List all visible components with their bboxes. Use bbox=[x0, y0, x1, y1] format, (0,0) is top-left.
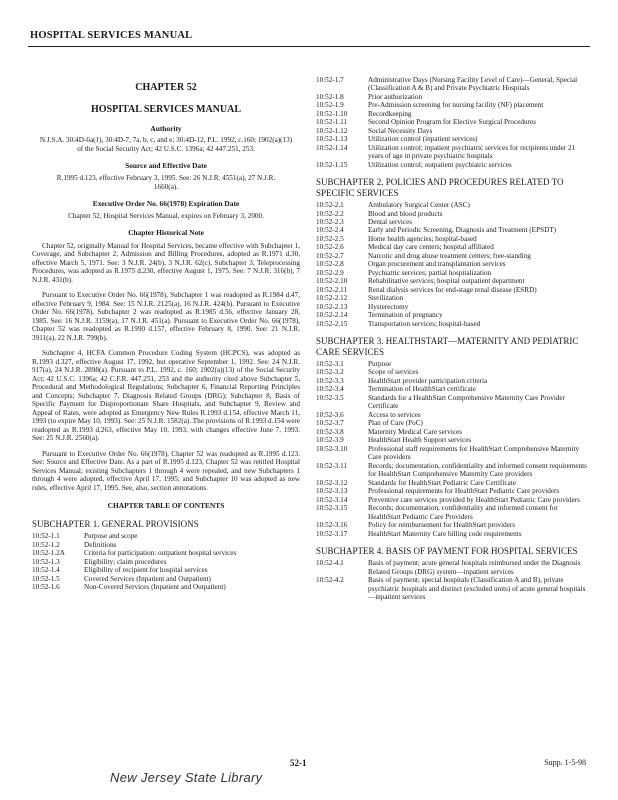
toc-entry bbox=[316, 479, 592, 487]
historical-note-paragraph: Pursuant to Executive Order No. 66(1978), Subchapter 1 was readopted as R.1984 d.47, effective February 9, 1984. See: 15 N.J.R. 2125(a), 16 N.J.R. 424(b). Pursuant to Executive Order No. 66(1978), Subchapter 2 was readopted as R.1985 d.56, effective January 28, 1985. See: 16 N.J.R. 3159(a), 17 N.J.R. 451(a). Pursuant to Executive Order No. 66(1978), Chapter 52 was readopted as R.1990 d.157, effective February 8, 1990. See: 21 N.J.R. 3911(a), 22 N.J.R. 799(b). bbox=[32, 291, 300, 342]
toc-section-title: Rehabilitative services; hospital outpatient department bbox=[368, 277, 525, 286]
toc-entry bbox=[316, 462, 592, 479]
toc-entry bbox=[316, 436, 592, 444]
toc-entry bbox=[32, 566, 300, 574]
toc-entry bbox=[316, 445, 592, 462]
subchapter-4-list bbox=[316, 559, 592, 601]
toc-entry bbox=[316, 521, 592, 529]
toc-section-number: 10:52-1.2 bbox=[32, 540, 60, 549]
historical-note-heading: Chapter Historical Note bbox=[128, 228, 204, 238]
toc-section-number: 10:52-3.6 bbox=[316, 410, 344, 419]
toc-heading: CHAPTER TABLE OF CONTENTS bbox=[107, 501, 225, 511]
toc-section-title: Professional staff requirements for HealthStart Comprehensive Maternity Care providers bbox=[368, 444, 580, 462]
toc-entry bbox=[316, 286, 592, 294]
toc-section-number: 10:52-3.4 bbox=[316, 385, 344, 394]
toc-section-title: Administrative Days (Nursing Facility Level of Care)—General, Special (Classification A & B) and Private Psychiatric Hospitals bbox=[368, 76, 578, 93]
toc-section-title: Second Opinion Program for Elective Surgical Procedures bbox=[368, 118, 536, 127]
toc-section-number: 10:52-1.13 bbox=[316, 135, 348, 144]
toc-section-title: Basis of payment; special hospitals (Classification A and B), private psychiatric hospitals and distinct (excluded units) of acute general hospitals—inpatient services bbox=[368, 576, 586, 602]
toc-section-number: 10:52-3.2 bbox=[316, 368, 344, 377]
toc-section-title: Purpose and scope bbox=[84, 532, 138, 541]
toc-section-number: 10:52-2.1 bbox=[316, 201, 344, 210]
toc-entry bbox=[316, 118, 592, 126]
toc-entry bbox=[316, 311, 592, 319]
toc-entry bbox=[316, 411, 592, 419]
toc-section-number: 10:52-1.15 bbox=[316, 160, 348, 169]
toc-section-number: 10:52-3.14 bbox=[316, 495, 348, 504]
toc-section-title: HealthStart Maternity Care billing code requirements bbox=[368, 529, 522, 538]
historical-note-paragraph: Chapter 52, originally Manual for Hospital Services, became effective with Subchapter 1, Coverage, and Subchapter 2, Admission and Billing Procedures, adopted as R.1971 d.30, effective March 5, 1971. See: 3 N.J.R. 24(b), 3 N.J.R. 62(c). Subchapter 3, Teleprocessing Procedures, was adopted as R.1975 d.230, effective August 1, 1975. See: 7 N.J.R. 316(b), 7 N.J.R. 431(b). bbox=[32, 241, 300, 284]
running-header: HOSPITAL SERVICES MANUAL bbox=[30, 30, 193, 41]
historical-note-paragraph: Subchapter 4, HCFA Common Procedure Coding System (HCPCS), was adopted as R.1993 d.327, effective August 17, 1992, but operative September 1, 1992. See: 24 N.J.R. 917(a), 24 N.J.R. 2898(a). Pursuant to P.L. 1992, c. 160; 1902(a)(13) of the Social Security Act; 42 U.S.C. 1396a; 42 C.F.R. 447.251, 253 and the authority cited above Subchapter 5, Procedural and Methodological Regulations; Subchapter 6, Financial Reporting Principles and Concepts; Subchapter 7, Diagnosis Related Groups (DRG); Subchapter 8, Basis of Specific Payment for Disproportionate Share Hospitals, and Subchapter 9, Review and Appeal of Rates, were adopted as Emergency New Rules R.1993 d.154, effective March 11, 1993 (to expire May 10, 1993). See: 25 N.J.R. 1582(a). The provisions of R.1993 d.154 were readopted as R.1993 d.263, effective May 10, 1993, with changes effective June 7, 1993. See: 25 N.J.R. 2560(a). bbox=[32, 349, 300, 443]
toc-section-title: Utilization control; outpatient psychiatric services bbox=[368, 160, 512, 169]
toc-section-number: 10:52-2.7 bbox=[316, 251, 344, 260]
toc-section-number: 10:52-1.11 bbox=[316, 118, 348, 127]
toc-section-number: 10:52-2.9 bbox=[316, 268, 344, 277]
toc-section-number: 10:52-3.9 bbox=[316, 436, 344, 445]
toc-section-title: Ambulatory Surgical Center (ASC) bbox=[368, 201, 470, 210]
toc-section-number: 10:52-3.11 bbox=[316, 461, 348, 470]
toc-entry bbox=[32, 575, 300, 583]
toc-section-title: Medical day care centers; hospital affiliated bbox=[368, 243, 494, 252]
right-column bbox=[316, 76, 592, 602]
toc-entry bbox=[316, 394, 592, 411]
toc-section-number: 10:52-1.2A bbox=[32, 549, 65, 558]
toc-section-number: 10:52-1.7 bbox=[316, 76, 344, 84]
toc-section-number: 10:52-1.1 bbox=[32, 532, 60, 541]
historical-note-paragraph: Pursuant to Executive Order No. 66(1978), Chapter 52 was readopted as R.1995 d.123. See: Source and Effective Date. As a part of R.1995 d.123, Chapter 52 was retitled Hospital Services Manual; existing Subchapters 1 through 4 were repealed, and new Subchapters 1 through 4 were adopted, effective April 17, 1995; and Subchapter 10 was adopted as new rules, effective April 17, 1995. See, also, section annotations. bbox=[32, 449, 300, 492]
toc-section-title: Non-Covered Services (Inpatient and Outpatient) bbox=[84, 583, 226, 592]
toc-section-number: 10:52-2.12 bbox=[316, 294, 348, 303]
toc-section-title: Termination of pregnancy bbox=[368, 311, 443, 320]
toc-section-title: Standards for a HealthStart Comprehensive Maternity Care Provider Certificate bbox=[368, 393, 566, 411]
toc-entry bbox=[316, 110, 592, 118]
toc-section-number: 10:52-2.14 bbox=[316, 311, 348, 320]
toc-section-number: 10:52-2.5 bbox=[316, 234, 344, 243]
toc-section-title: Hysterectomy bbox=[368, 302, 409, 311]
subchapter-2-heading: SUBCHAPTER 2. POLICIES AND PROCEDURES RELATED TO SPECIFIC SERVICES bbox=[316, 177, 564, 198]
supplement-date: Supp. 1-5-98 bbox=[544, 758, 586, 767]
toc-section-title: Utilization control (inpatient services) bbox=[368, 135, 478, 144]
toc-section-title: Criteria for participation: outpatient hospital services bbox=[84, 549, 237, 558]
toc-section-title: Pre-Admission screening for nursing facility (NF) placement bbox=[368, 101, 544, 110]
toc-entry bbox=[316, 487, 592, 495]
toc-section-number: 10:52-1.8 bbox=[316, 92, 344, 101]
toc-section-title: Definitions bbox=[84, 540, 117, 549]
authority-text: N.J.S.A. 30:4D-6a(1), 30:4D-7, 7a, b, c, and e; 30:4D-12, P.L. 1992, c.160; 1902(a)(13) of the Social Security Act; 42 U.S.C. 1396a; 42 447.251, 253. bbox=[39, 136, 293, 153]
toc-section-title: Organ procurement and transplantation services bbox=[368, 260, 506, 269]
toc-section-title: Narcotic and drug abuse treatment centers; free-standing bbox=[368, 251, 531, 260]
toc-section-number: 10:52-2.6 bbox=[316, 243, 344, 252]
subchapter-4-heading: SUBCHAPTER 4. BASIS OF PAYMENT FOR HOSPITAL SERVICES bbox=[316, 546, 578, 557]
subchapter-3-heading: SUBCHAPTER 3. HEALTHSTART—MATERNITY AND PEDIATRIC CARE SERVICES bbox=[316, 336, 579, 357]
toc-entry bbox=[316, 93, 592, 101]
authority-heading: Authority bbox=[150, 123, 182, 133]
left-column bbox=[32, 76, 300, 592]
toc-section-title: HealthStart Health Support services bbox=[368, 436, 472, 445]
toc-section-number: 10:52-2.4 bbox=[316, 226, 344, 235]
toc-section-number: 10:52-3.8 bbox=[316, 427, 344, 436]
toc-section-title: Policy for reimbursement for HealthStart providers bbox=[368, 521, 516, 530]
toc-entry bbox=[316, 144, 592, 161]
toc-entry bbox=[316, 235, 592, 243]
toc-section-number: 10:52-4.1 bbox=[316, 559, 344, 568]
toc-section-number: 10:52-4.2 bbox=[316, 576, 344, 585]
toc-section-title: Scope of services bbox=[368, 368, 419, 377]
toc-entry bbox=[316, 76, 592, 93]
toc-section-title: Home health agencies; hospital-based bbox=[368, 234, 477, 243]
toc-entry bbox=[32, 541, 300, 549]
toc-section-title: Basis of payment; acute general hospitals reimbursed under the Diagnosis Related Groups (DRG) system—inpatient services bbox=[368, 559, 581, 576]
subchapter-1-list-continued bbox=[316, 76, 592, 169]
toc-entry bbox=[316, 277, 592, 285]
toc-section-number: 10:52-1.3 bbox=[32, 557, 60, 566]
toc-section-number: 10:52-3.5 bbox=[316, 393, 344, 402]
toc-section-title: Eligibility; claim procedures bbox=[84, 557, 167, 566]
toc-section-title: Eligibility of recipient for hospital services bbox=[84, 566, 208, 575]
toc-entry bbox=[316, 419, 592, 427]
chapter-title: HOSPITAL SERVICES MANUAL bbox=[90, 103, 242, 115]
toc-section-number: 10:52-1.5 bbox=[32, 574, 60, 583]
toc-section-number: 10:52-2.2 bbox=[316, 209, 344, 218]
toc-section-number: 10:52-2.15 bbox=[316, 319, 348, 328]
toc-entry bbox=[32, 549, 300, 557]
toc-entry bbox=[316, 530, 592, 538]
toc-entry bbox=[316, 226, 592, 234]
toc-section-number: 10:52-2.13 bbox=[316, 302, 348, 311]
toc-section-title: Plan of Care (PoC) bbox=[368, 419, 423, 428]
toc-section-title: Early and Periodic Screening, Diagnosis and Treatment (EPSDT) bbox=[368, 226, 557, 235]
toc-entry bbox=[316, 210, 592, 218]
toc-entry bbox=[316, 243, 592, 251]
source-text: R.1995 d.123, effective February 3, 1995. See: 26 N.J.R. 4551(a), 27 N.J.R. 1660(a). bbox=[56, 174, 276, 191]
page-number: 52-1 bbox=[290, 758, 307, 768]
toc-entry bbox=[32, 532, 300, 540]
historical-note bbox=[32, 242, 300, 492]
library-stamp: New Jersey State Library bbox=[110, 770, 263, 785]
toc-section-title: Dental services bbox=[368, 217, 413, 226]
toc-entry bbox=[316, 294, 592, 302]
toc-entry bbox=[316, 559, 592, 576]
toc-section-number: 10:52-3.15 bbox=[316, 504, 348, 513]
toc-section-title: Psychiatric services; partial hospitalization bbox=[368, 268, 492, 277]
toc-entry bbox=[316, 320, 592, 328]
toc-section-title: Renal dialysis services for end-stage renal disease (ESRD) bbox=[368, 285, 537, 294]
toc-section-number: 10:52-3.13 bbox=[316, 487, 348, 496]
toc-section-number: 10:52-1.10 bbox=[316, 109, 348, 118]
toc-section-title: Covered Services (Inpatient and Outpatient) bbox=[84, 574, 211, 583]
toc-entry bbox=[316, 252, 592, 260]
toc-section-number: 10:52-2.10 bbox=[316, 277, 348, 286]
toc-entry bbox=[32, 583, 300, 591]
toc-section-number: 10:52-1.4 bbox=[32, 566, 60, 575]
toc-entry bbox=[316, 504, 592, 521]
toc-section-title: Access to services bbox=[368, 410, 421, 419]
toc-section-number: 10:52-3.16 bbox=[316, 521, 348, 530]
executive-order-text: Chapter 52, Hospital Services Manual, expires on February 3, 2000. bbox=[68, 211, 264, 220]
toc-section-number: 10:52-3.12 bbox=[316, 478, 348, 487]
toc-section-title: Maternity Medical Care services bbox=[368, 427, 462, 436]
toc-section-number: 10:52-3.7 bbox=[316, 419, 344, 428]
toc-section-number: 10:52-3.10 bbox=[316, 444, 348, 453]
toc-section-number: 10:52-3.1 bbox=[316, 359, 344, 368]
toc-entry bbox=[316, 360, 592, 368]
subchapter-3-list bbox=[316, 360, 592, 538]
toc-entry bbox=[316, 201, 592, 209]
toc-entry bbox=[316, 496, 592, 504]
toc-section-number: 10:52-1.12 bbox=[316, 126, 348, 135]
toc-section-number: 10:52-2.3 bbox=[316, 217, 344, 226]
toc-entry bbox=[316, 377, 592, 385]
toc-section-title: HealthStart provider participation criteria bbox=[368, 376, 488, 385]
toc-entry bbox=[316, 269, 592, 277]
toc-entry bbox=[316, 368, 592, 376]
toc-section-number: 10:52-2.8 bbox=[316, 260, 344, 269]
toc-section-number: 10:52-3.17 bbox=[316, 529, 348, 538]
toc-section-title: Termination of HealthStart certificate bbox=[368, 385, 476, 394]
toc-section-number: 10:52-2.11 bbox=[316, 285, 348, 294]
toc-entry bbox=[316, 135, 592, 143]
toc-section-title: Prior authorization bbox=[368, 92, 423, 101]
subchapter-2-list bbox=[316, 201, 592, 328]
toc-section-title: Transportation services; hospital-based bbox=[368, 319, 481, 328]
toc-section-title: Blood and blood products bbox=[368, 209, 443, 218]
toc-entry bbox=[316, 385, 592, 393]
toc-section-title: Social Necessity Days bbox=[368, 126, 433, 135]
subchapter-1-list bbox=[32, 532, 300, 591]
toc-section-title: Purpose bbox=[368, 359, 392, 368]
toc-entry bbox=[316, 576, 592, 601]
toc-entry bbox=[32, 558, 300, 566]
toc-section-title: Standards for HealthStart Pediatric Care Certificate bbox=[368, 478, 516, 487]
toc-entry bbox=[316, 218, 592, 226]
toc-section-title: Records; documentation, confidentiality and informed consent for HealthStart Pediatric Care Providers bbox=[368, 504, 558, 521]
executive-order-heading: Executive Order No. 66(1978) Expiration Date bbox=[92, 199, 240, 208]
toc-section-number: 10:52-1.9 bbox=[316, 101, 344, 110]
toc-section-title: Records; documentation, confidentiality and informed consent requirements for HealthStart Comprehensive Maternity Care providers bbox=[368, 461, 587, 479]
subchapter-1-heading: SUBCHAPTER 1. GENERAL PROVISIONS bbox=[32, 518, 199, 529]
toc-entry bbox=[316, 260, 592, 268]
header-rule bbox=[28, 46, 590, 47]
toc-entry bbox=[316, 161, 592, 169]
toc-entry bbox=[316, 428, 592, 436]
toc-entry bbox=[316, 101, 592, 109]
toc-section-number: 10:52-1.14 bbox=[316, 143, 348, 152]
toc-section-title: Utilization control; inpatient psychiatric services for recipients under 21 years of age in private psychiatric hospitals bbox=[368, 143, 576, 161]
toc-section-title: Recordkeeping bbox=[368, 109, 412, 118]
chapter-number: CHAPTER 52 bbox=[135, 82, 197, 93]
toc-section-title: Sterilization bbox=[368, 294, 404, 303]
toc-entry bbox=[316, 303, 592, 311]
toc-entry bbox=[316, 127, 592, 135]
source-heading: Source and Effective Date bbox=[125, 161, 207, 171]
toc-section-number: 10:52-3.3 bbox=[316, 376, 344, 385]
toc-section-title: Professional requirements for HealthStart Pediatric Care providers bbox=[368, 487, 560, 496]
toc-section-title: Preventive care services provided by HealthStart Pediatric Care providers bbox=[368, 495, 580, 504]
toc-section-number: 10:52-1.6 bbox=[32, 583, 60, 592]
